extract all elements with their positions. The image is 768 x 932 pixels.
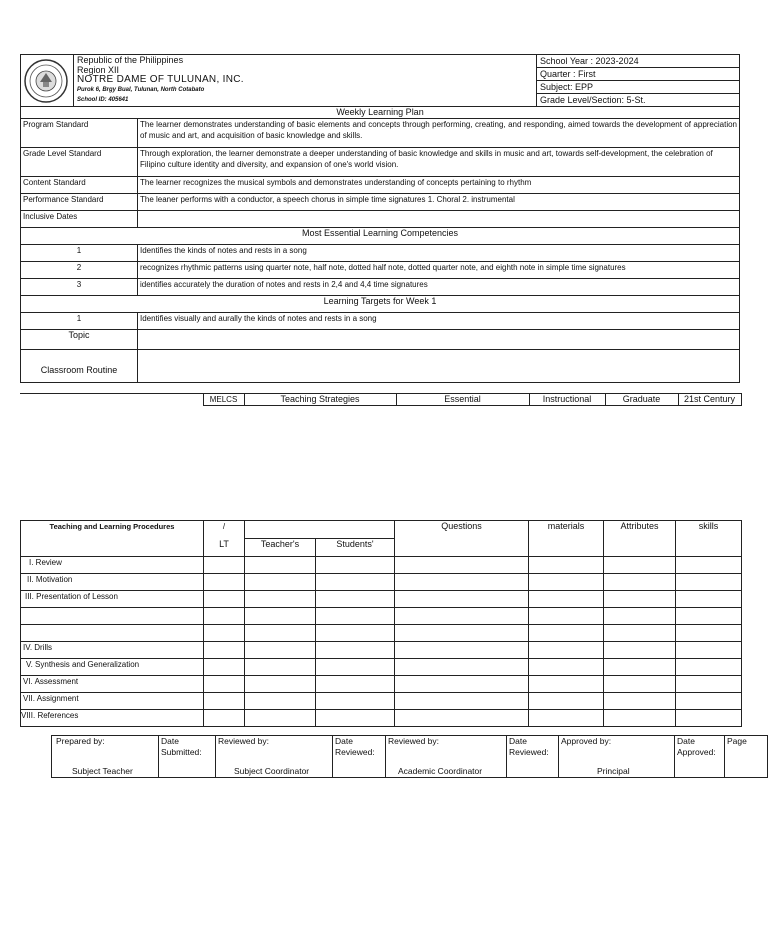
skills-header: skills xyxy=(676,521,742,557)
teaching-strategies-header: Teaching Strategies xyxy=(244,394,396,406)
melcs-header: MELCS xyxy=(203,394,244,406)
prepared-by-label: Prepared by: xyxy=(56,736,105,746)
date-submitted-label: Date Submitted: xyxy=(159,736,216,778)
approved-by-label: Approved by: xyxy=(561,736,612,746)
school-year: School Year : 2023-2024 xyxy=(537,55,739,68)
procedures-table xyxy=(20,520,742,727)
standard-label: Inclusive Dates xyxy=(21,211,138,228)
materials-header: materials xyxy=(529,521,604,557)
plan-title: Weekly Learning Plan xyxy=(21,107,740,119)
procedure-row xyxy=(21,625,204,642)
header-table xyxy=(20,54,740,107)
standard-label: Content Standard xyxy=(21,177,138,194)
quarter: Quarter : First xyxy=(537,68,739,81)
republic-text: Republic of the Philippines xyxy=(77,55,184,65)
subject-coordinator-label: Subject Coordinator xyxy=(234,766,310,776)
students-header: Students' xyxy=(316,539,395,557)
school-name: NOTRE DAME OF TULUNAN, INC. xyxy=(77,74,244,85)
melc-number: 3 xyxy=(21,279,138,296)
standard-text xyxy=(138,211,740,228)
essential-header: Essential xyxy=(396,394,529,406)
century-header: 21st Century xyxy=(678,394,741,406)
standard-text: The learner recognizes the musical symbols and demonstrates understanding of concepts pertaining to rhythm xyxy=(138,177,740,194)
procedure-row: IV. Drills xyxy=(21,642,204,659)
standard-text: The leaner performs with a conductor, a speech chorus in simple time signatures 1. Choral 2. instrumental xyxy=(138,194,740,211)
melc-number: 1 xyxy=(21,245,138,262)
standard-label: Grade Level Standard xyxy=(21,148,138,177)
signature-table xyxy=(51,735,768,778)
melc-title: Most Essential Learning Competencies xyxy=(21,228,740,245)
principal-label: Principal xyxy=(597,766,630,776)
procedure-row: II. Motivation xyxy=(21,574,204,591)
school-id: School ID: 405641 xyxy=(77,97,129,103)
standard-label: Performance Standard xyxy=(21,194,138,211)
standard-text: Through exploration, the learner demonstrate a deeper understanding of basic knowledge and skills in music and art, towards self-development, the celebration of Filipino culture identity and diversity, and expansion of one's world vision. xyxy=(138,148,740,177)
target-text: Identifies visually and aurally the kinds of notes and rests in a song xyxy=(138,313,740,330)
procedure-row: I. Review xyxy=(21,557,204,574)
procedure-row xyxy=(21,608,204,625)
date-reviewed-label: Date Reviewed: xyxy=(333,736,386,778)
questions-header: Questions xyxy=(395,521,529,557)
school-address: Purok 6, Brgy Bual, Tulunan, North Cotabato xyxy=(77,87,205,93)
procedure-row: VI. Assessment xyxy=(21,676,204,693)
date-approved-label: Date Approved: xyxy=(675,736,725,778)
topic-value xyxy=(138,330,740,350)
standard-label: Program Standard xyxy=(21,119,138,148)
procedures-header: Teaching and Learning Procedures xyxy=(21,521,204,557)
procedure-row: VII. Assignment xyxy=(21,693,204,710)
reviewed-by-label: Reviewed by: xyxy=(388,736,440,746)
lt-header: LT xyxy=(204,539,245,557)
subject-teacher-label: Subject Teacher xyxy=(72,766,133,776)
slash-header: / xyxy=(204,521,245,539)
melc-number: 2 xyxy=(21,262,138,279)
graduate-header: Graduate xyxy=(605,394,678,406)
column-header-strip xyxy=(20,393,742,406)
attributes-header: Attributes xyxy=(604,521,676,557)
procedure-row: V. Synthesis and Generalization xyxy=(21,659,204,676)
plan-table xyxy=(20,106,740,383)
melc-text: recognizes rhythmic patterns using quarter note, half note, dotted half note, dotted quarter note, and eighth note in simple time signatures xyxy=(138,262,740,279)
procedure-row: III. Presentation of Lesson xyxy=(21,591,204,608)
teachers-header: Teacher's xyxy=(245,539,316,557)
target-number: 1 xyxy=(21,313,138,330)
melc-text: identifies accurately the duration of notes and rests in 2,4 and 4,4 time signatures xyxy=(138,279,740,296)
reviewed-by-label: Reviewed by: xyxy=(218,736,270,746)
topic-label: Topic xyxy=(21,330,138,350)
grade-level: Grade Level/Section: 5-St. xyxy=(540,95,646,105)
region-text: Region XII xyxy=(77,65,120,75)
procedure-row: VIII. References xyxy=(21,710,204,727)
routine-label: Classroom Routine xyxy=(21,350,138,383)
academic-coordinator-label: Academic Coordinator xyxy=(398,766,483,776)
melc-text: Identifies the kinds of notes and rests in a song xyxy=(138,245,740,262)
date-reviewed-label: Date Reviewed: xyxy=(507,736,559,778)
instructional-header: Instructional xyxy=(529,394,605,406)
targets-title: Learning Targets for Week 1 xyxy=(21,296,740,313)
routine-value xyxy=(138,350,740,383)
subject: Subject: EPP xyxy=(537,81,739,94)
page-label: Page xyxy=(725,736,768,778)
standard-text: The learner demonstrates understanding of basic elements and concepts through performing, creating, and responding, aimed towards the development of appreciation of music and art, and acquisition of basic knowledge and skills. xyxy=(138,119,740,148)
